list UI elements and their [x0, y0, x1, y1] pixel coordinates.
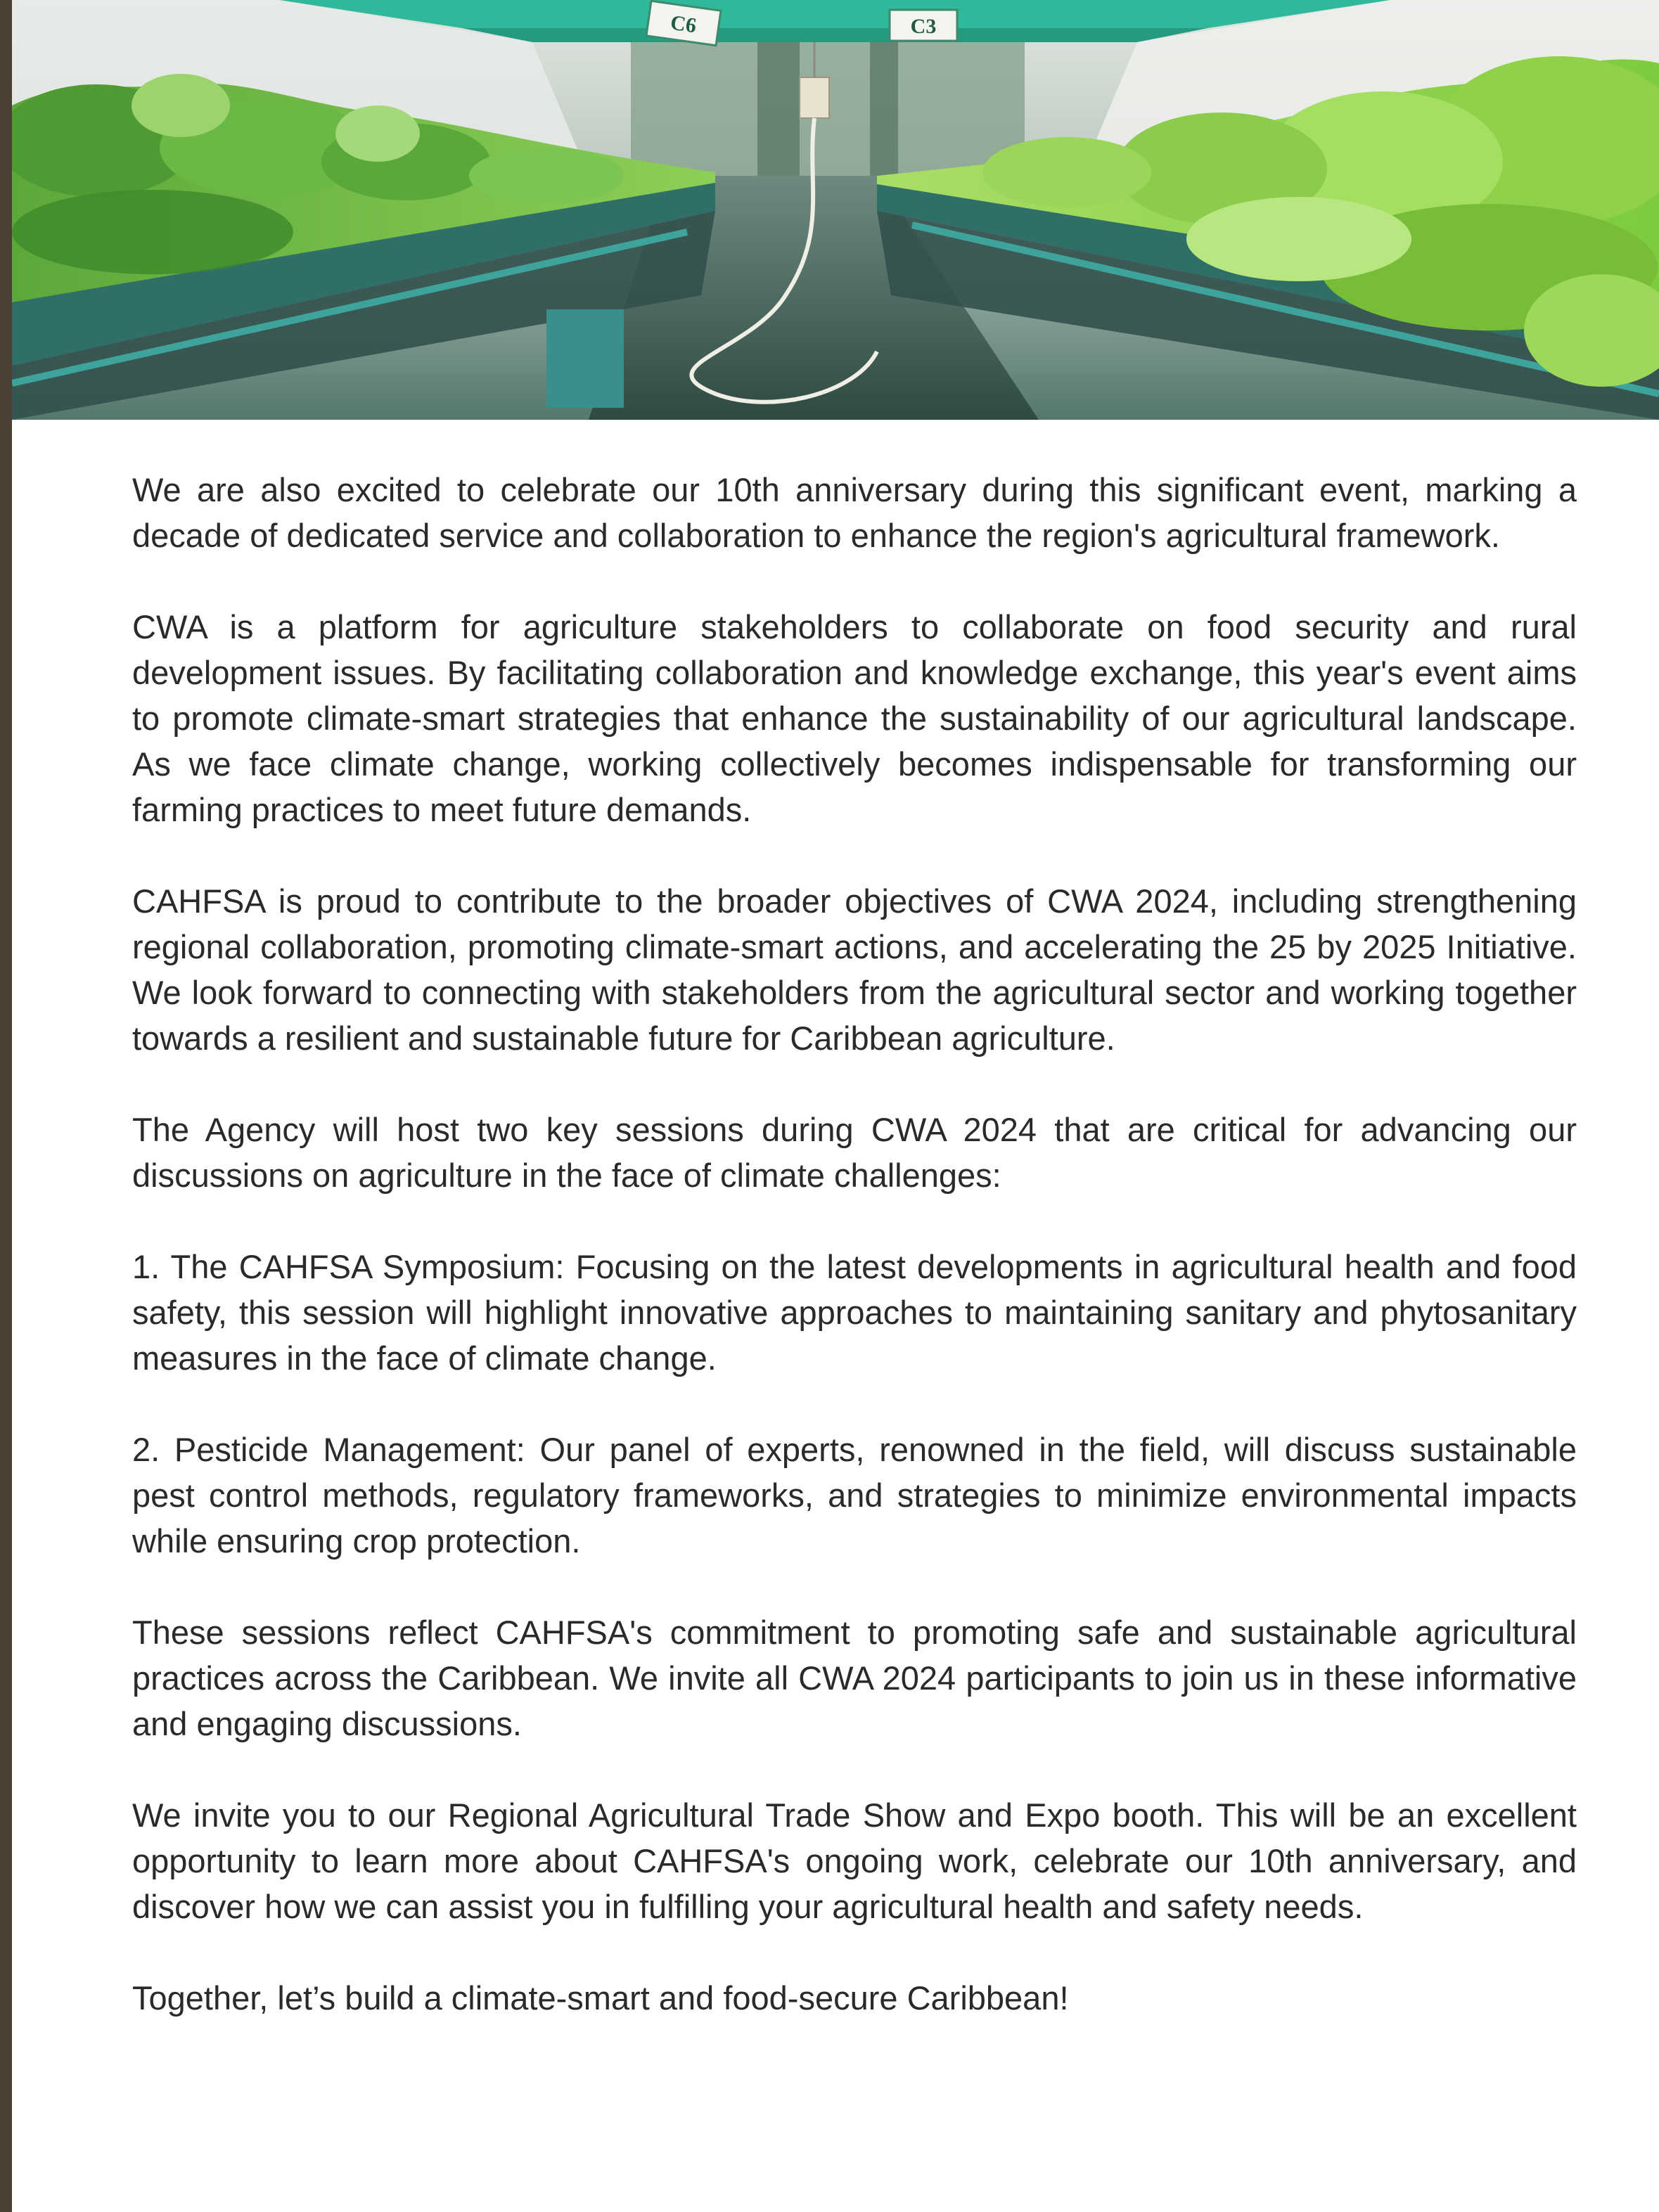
- paragraph-expo-booth: We invite you to our Regional Agricultural Trade Show and Expo booth. This will be an excellent opportunity to learn more about CAHFSA's ongoing work, celebrate our 10th anniversary, and discover how we can assist you in fulfilling your agricultural health and safety needs.: [132, 1796, 1577, 1925]
- paragraph-closing: Together, let’s build a climate-smart and food-secure Caribbean!: [132, 1979, 1069, 2017]
- paragraph-sessions-intro: The Agency will host two key sessions during CWA 2024 that are critical for advancing our discussions on agriculture in the face of climate challenges:: [132, 1111, 1577, 1194]
- article-body: [132, 467, 1577, 2021]
- left-accent-bar: [0, 0, 12, 2212]
- paragraph-session-symposium: 1. The CAHFSA Symposium: Focusing on the latest developments in agricultural health and food safety, this session will highlight innovative approaches to maintaining sanitary and phytosanitary measures in the face of climate change.: [132, 1248, 1577, 1377]
- sign-left-label: C6: [669, 11, 698, 38]
- sign-right-label: C3: [910, 15, 937, 38]
- paragraph-session-pesticide: 2. Pesticide Management: Our panel of experts, renowned in the field, will discuss sustainable pest control methods, regulatory frameworks, and strategies to minimize environmental impacts while ensuring crop protection.: [132, 1431, 1577, 1560]
- paragraph-commitment: These sessions reflect CAHFSA's commitment to promoting safe and sustainable agricultural practices across the Caribbean. We invite all CWA 2024 participants to join us in these informative and engaging discussions.: [132, 1614, 1577, 1742]
- hero-greenhouse-image: [12, 0, 1659, 420]
- greenhouse-illustration: [12, 0, 1659, 420]
- paragraph-cwa-platform: CWA is a platform for agriculture stakeholders to collaborate on food security and rural development issues. By facilitating collaboration and knowledge exchange, this year's event aims to promote climate-smart strategies that enhance the sustainability of our agricultural landscape. As we face climate change, working collectively becomes indispensable for transforming our farming practices to meet future demands.: [132, 608, 1577, 828]
- paragraph-anniversary: We are also excited to celebrate our 10th anniversary during this significant event, marking a decade of dedicated service and collaboration to enhance the region's agricultural framework.: [132, 471, 1577, 554]
- paragraph-cahfsa-contribution: CAHFSA is proud to contribute to the broader objectives of CWA 2024, including strengthening regional collaboration, promoting climate-smart actions, and accelerating the 25 by 2025 Initiative. We look forward to connecting with stakeholders from the agricultural sector and working together towards a resilient and sustainable future for Caribbean agriculture.: [132, 882, 1577, 1057]
